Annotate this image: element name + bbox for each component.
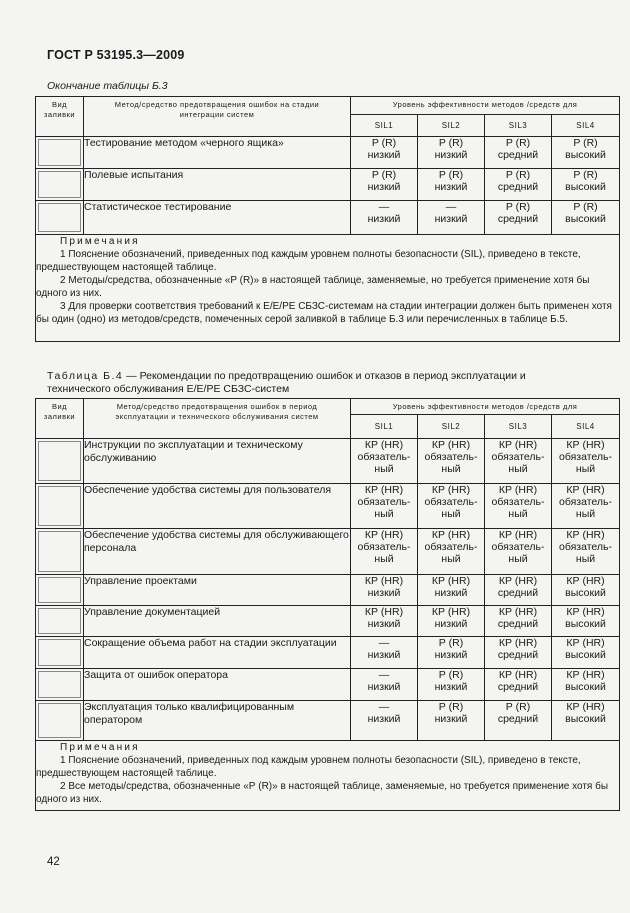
page-number: 42: [47, 856, 60, 868]
effectiveness-level: низкий: [367, 649, 401, 661]
effectiveness-level: обязатель-: [357, 451, 411, 463]
method-cell: Защита от ошибок оператора: [84, 669, 351, 701]
fill-type-cell: [36, 529, 84, 575]
sil2-cell: [418, 606, 485, 637]
sil1-cell: [351, 575, 418, 606]
table-row: [36, 484, 620, 529]
table-row: [36, 169, 620, 201]
effectiveness-level: средний: [497, 713, 539, 725]
table-row: [36, 606, 620, 637]
recommendation-code: Р (R): [505, 701, 531, 713]
sil3-cell: [485, 201, 552, 235]
effectiveness-level: ный: [441, 553, 461, 565]
fill-type-cell: [36, 701, 84, 741]
method-cell: Управление проектами: [84, 575, 351, 606]
effectiveness-level: низкий: [367, 149, 401, 161]
recommendation-code: P (R): [505, 201, 531, 213]
fill-swatch: [38, 531, 81, 572]
header-level: Уровень эффективности методов /средств для: [351, 399, 620, 415]
notes-title: Примечания: [60, 742, 140, 753]
table-row: [36, 637, 620, 669]
effectiveness-level: низкий: [434, 587, 468, 599]
recommendation-code: P (R): [438, 169, 464, 181]
recommendation-code: КР (HR): [498, 529, 538, 541]
effectiveness-level: низкий: [367, 618, 401, 630]
sil1-cell: [351, 201, 418, 235]
effectiveness-level: ный: [441, 508, 461, 520]
effectiveness-level: низкий: [367, 213, 401, 225]
effectiveness-level: средний: [497, 587, 539, 599]
recommendation-code: P (R): [573, 201, 598, 213]
table-row: [36, 439, 620, 484]
recommendation-code: Р (R): [438, 701, 464, 713]
recommendation-code: КР (HR): [431, 606, 471, 618]
effectiveness-level: высокий: [565, 587, 606, 599]
sil3-cell: [485, 575, 552, 606]
effectiveness-level: ный: [374, 553, 394, 565]
note-3: 3 Для проверки соответствия требований к Е/Е/РЕ СБЗС-системам на стадии интеграции должен быть применен хотя бы один (одно) из методов/средств, помеченных серой заливкой в таблице Б.3 или перечисленных в таблице Б.5.: [36, 301, 612, 325]
recommendation-code: —: [378, 637, 390, 649]
sil2-cell: [418, 169, 485, 201]
recommendation-code: КР (HR): [566, 606, 605, 618]
table-b4-notes: [36, 741, 620, 811]
sil4-cell: [552, 606, 620, 637]
sil2-cell: [418, 137, 485, 169]
effectiveness-level: обязатель-: [559, 451, 613, 463]
note-2: 2 Методы/средства, обозначенные «P (R)» в настоящей таблице, заменяемые, но требуется применение хотя бы одного из них.: [36, 275, 590, 299]
table-row: [36, 137, 620, 169]
method-cell: Управление документацией: [84, 606, 351, 637]
sil2-cell: [418, 484, 485, 529]
effectiveness-level: низкий: [434, 713, 468, 725]
table-row: [36, 575, 620, 606]
header-sil3: SIL3: [485, 115, 552, 137]
table-b4-caption-prefix: Таблица Б.4: [47, 370, 124, 382]
fill-type-cell: [36, 669, 84, 701]
sil2-cell: [418, 669, 485, 701]
sil1-cell: [351, 137, 418, 169]
effectiveness-level: низкий: [434, 149, 468, 161]
recommendation-code: КР (HR): [364, 529, 404, 541]
fill-swatch: [38, 639, 81, 666]
recommendation-code: КР (HR): [431, 439, 471, 451]
recommendation-code: —: [445, 201, 457, 213]
header-fill-type: Вид заливки: [36, 97, 84, 137]
header-sil4: SIL4: [552, 115, 620, 137]
recommendation-code: P (R): [505, 137, 531, 149]
effectiveness-level: обязатель-: [424, 541, 478, 553]
header-sil3: SIL3: [485, 415, 552, 439]
effectiveness-level: ный: [374, 463, 394, 475]
sil3-cell: [485, 606, 552, 637]
sil4-cell: [552, 701, 620, 741]
table-b4: [35, 398, 620, 811]
effectiveness-level: ный: [508, 463, 528, 475]
notes-title: Примечания: [60, 236, 140, 247]
recommendation-code: Р (R): [438, 669, 464, 681]
sil4-cell: [552, 484, 620, 529]
sil2-cell: [418, 575, 485, 606]
recommendation-code: Р (R): [438, 637, 464, 649]
sil4-cell: [552, 575, 620, 606]
effectiveness-level: обязатель-: [357, 496, 411, 508]
sil4-cell: [552, 637, 620, 669]
sil4-cell: [552, 201, 620, 235]
sil2-cell: [418, 529, 485, 575]
fill-swatch: [38, 139, 81, 166]
effectiveness-level: низкий: [367, 713, 401, 725]
sil1-cell: [351, 669, 418, 701]
note-1: 1 Пояснение обозначений, приведенных под каждым уровнем полноты безопасности (SIL), приведено в тексте, предшествующем настоящей таблице.: [36, 755, 581, 779]
recommendation-code: КР (HR): [431, 529, 471, 541]
method-cell: Обеспечение удобства системы для пользователя: [84, 484, 351, 529]
recommendation-code: P (R): [371, 169, 397, 181]
sil3-cell: [485, 701, 552, 741]
method-cell: Статистическое тестирование: [84, 201, 351, 235]
effectiveness-level: низкий: [434, 618, 468, 630]
header-sil2: SIL2: [418, 415, 485, 439]
sil1-cell: [351, 529, 418, 575]
method-cell: Обеспечение удобства системы для обслуживающего персонала: [84, 529, 351, 575]
recommendation-code: —: [378, 201, 390, 213]
recommendation-code: P (R): [438, 137, 464, 149]
effectiveness-level: низкий: [367, 681, 401, 693]
sil1-cell: [351, 169, 418, 201]
effectiveness-level: ный: [575, 463, 596, 475]
table-b4-caption-text: — Рекомендации по предотвращению ошибок и отказов в период эксплуатации и технического обслуживания Е/Е/РЕ СБЗС-систем: [47, 370, 526, 395]
effectiveness-level: обязатель-: [559, 496, 613, 508]
header-sil1: SIL1: [351, 115, 418, 137]
recommendation-code: КР (HR): [566, 701, 605, 713]
recommendation-code: P (R): [505, 169, 531, 181]
effectiveness-level: ный: [575, 508, 596, 520]
fill-type-cell: [36, 201, 84, 235]
fill-swatch: [38, 671, 81, 698]
table-b3: [35, 96, 620, 342]
table-row: [36, 669, 620, 701]
note-2: 2 Все методы/средства, обозначенные «Р (R)» в настоящей таблице, заменяемые, но требуется применение хотя бы одного из них.: [36, 781, 609, 805]
effectiveness-level: средний: [497, 681, 539, 693]
sil3-cell: [485, 529, 552, 575]
recommendation-code: КР (HR): [431, 575, 471, 587]
recommendation-code: КР (HR): [364, 575, 404, 587]
recommendation-code: КР (HR): [566, 669, 605, 681]
fill-type-cell: [36, 637, 84, 669]
effectiveness-level: обязатель-: [357, 541, 411, 553]
effectiveness-level: обязатель-: [491, 541, 545, 553]
recommendation-code: КР (HR): [498, 606, 538, 618]
recommendation-code: КР (HR): [364, 439, 404, 451]
sil4-cell: [552, 669, 620, 701]
effectiveness-level: высокий: [565, 618, 606, 630]
recommendation-code: КР (HR): [431, 484, 471, 496]
sil1-cell: [351, 439, 418, 484]
table-row: [36, 529, 620, 575]
effectiveness-level: высокий: [565, 149, 606, 161]
sil3-cell: [485, 637, 552, 669]
recommendation-code: КР (HR): [566, 484, 605, 496]
sil1-cell: [351, 637, 418, 669]
fill-swatch: [38, 486, 81, 526]
method-cell: Эксплуатация только квалифицированным оператором: [84, 701, 351, 741]
effectiveness-level: средний: [497, 649, 539, 661]
effectiveness-level: низкий: [367, 587, 401, 599]
effectiveness-level: обязатель-: [491, 496, 545, 508]
effectiveness-level: ный: [374, 508, 394, 520]
fill-type-cell: [36, 606, 84, 637]
sil1-cell: [351, 606, 418, 637]
recommendation-code: —: [378, 669, 390, 681]
recommendation-code: КР (HR): [498, 484, 538, 496]
recommendation-code: КР (HR): [566, 529, 605, 541]
fill-swatch: [38, 203, 81, 232]
table-b3-notes: [36, 235, 620, 342]
sil1-cell: [351, 484, 418, 529]
recommendation-code: КР (HR): [566, 575, 605, 587]
fill-type-cell: [36, 169, 84, 201]
fill-type-cell: [36, 137, 84, 169]
fill-swatch: [38, 703, 81, 738]
effectiveness-level: обязатель-: [491, 451, 545, 463]
sil2-cell: [418, 439, 485, 484]
fill-swatch: [38, 441, 81, 481]
effectiveness-level: высокий: [565, 213, 606, 225]
method-cell: Тестирование методом «черного ящика»: [84, 137, 351, 169]
effectiveness-level: средний: [497, 149, 539, 161]
sil2-cell: [418, 201, 485, 235]
recommendation-code: P (R): [573, 169, 598, 181]
table-row: [36, 201, 620, 235]
fill-type-cell: [36, 575, 84, 606]
table-b4-caption: [47, 370, 587, 396]
recommendation-code: КР (HR): [566, 637, 605, 649]
fill-swatch: [38, 608, 81, 634]
table-row: [36, 701, 620, 741]
sil3-cell: [485, 137, 552, 169]
effectiveness-level: обязатель-: [424, 496, 478, 508]
effectiveness-level: высокий: [565, 681, 606, 693]
sil2-cell: [418, 637, 485, 669]
document-header: ГОСТ Р 53195.3—2009: [47, 48, 185, 62]
sil4-cell: [552, 529, 620, 575]
header-sil1: SIL1: [351, 415, 418, 439]
sil2-cell: [418, 701, 485, 741]
method-cell: Сокращение объема работ на стадии эксплуатации: [84, 637, 351, 669]
header-fill-type: Вид заливки: [36, 399, 84, 439]
header-method: Метод/средство предотвращения ошибок в период эксплуатации и технического обслуживания систем: [84, 399, 351, 439]
effectiveness-level: низкий: [434, 213, 468, 225]
effectiveness-level: обязатель-: [559, 541, 613, 553]
recommendation-code: КР (HR): [498, 637, 538, 649]
fill-swatch: [38, 577, 81, 603]
effectiveness-level: средний: [497, 181, 539, 193]
recommendation-code: КР (HR): [498, 669, 538, 681]
effectiveness-level: ный: [508, 553, 528, 565]
effectiveness-level: ный: [508, 508, 528, 520]
fill-type-cell: [36, 484, 84, 529]
effectiveness-level: обязатель-: [424, 451, 478, 463]
sil4-cell: [552, 137, 620, 169]
effectiveness-level: ный: [575, 553, 596, 565]
recommendation-code: КР (HR): [498, 439, 538, 451]
effectiveness-level: ный: [441, 463, 461, 475]
effectiveness-level: высокий: [565, 181, 606, 193]
recommendation-code: КР (HR): [566, 439, 605, 451]
effectiveness-level: высокий: [565, 713, 606, 725]
recommendation-code: —: [378, 701, 390, 713]
recommendation-code: P (R): [573, 137, 598, 149]
sil3-cell: [485, 439, 552, 484]
header-level: Уровень эффективности методов /средств для: [351, 97, 620, 115]
effectiveness-level: высокий: [565, 649, 606, 661]
sil1-cell: [351, 701, 418, 741]
fill-swatch: [38, 171, 81, 198]
recommendation-code: КР (HR): [364, 484, 404, 496]
sil4-cell: [552, 169, 620, 201]
effectiveness-level: средний: [497, 213, 539, 225]
effectiveness-level: низкий: [367, 181, 401, 193]
header-sil2: SIL2: [418, 115, 485, 137]
method-cell: Полевые испытания: [84, 169, 351, 201]
fill-type-cell: [36, 439, 84, 484]
method-cell: Инструкции по эксплуатации и техническому обслуживанию: [84, 439, 351, 484]
sil3-cell: [485, 484, 552, 529]
table-b3-caption: Окончание таблицы Б.3: [47, 80, 168, 92]
recommendation-code: P (R): [371, 137, 397, 149]
effectiveness-level: низкий: [434, 181, 468, 193]
effectiveness-level: низкий: [434, 649, 468, 661]
sil4-cell: [552, 439, 620, 484]
note-1: 1 Пояснение обозначений, приведенных под каждым уровнем полноты безопасности (SIL), приведено в тексте, предшествующем настоящей таблице.: [36, 249, 581, 273]
sil3-cell: [485, 169, 552, 201]
sil3-cell: [485, 669, 552, 701]
effectiveness-level: низкий: [434, 681, 468, 693]
recommendation-code: КР (HR): [364, 606, 404, 618]
effectiveness-level: средний: [497, 618, 539, 630]
header-method: Метод/средство предотвращения ошибок на стадии интеграции систем: [84, 97, 351, 137]
recommendation-code: КР (HR): [498, 575, 538, 587]
header-sil4: SIL4: [552, 415, 620, 439]
